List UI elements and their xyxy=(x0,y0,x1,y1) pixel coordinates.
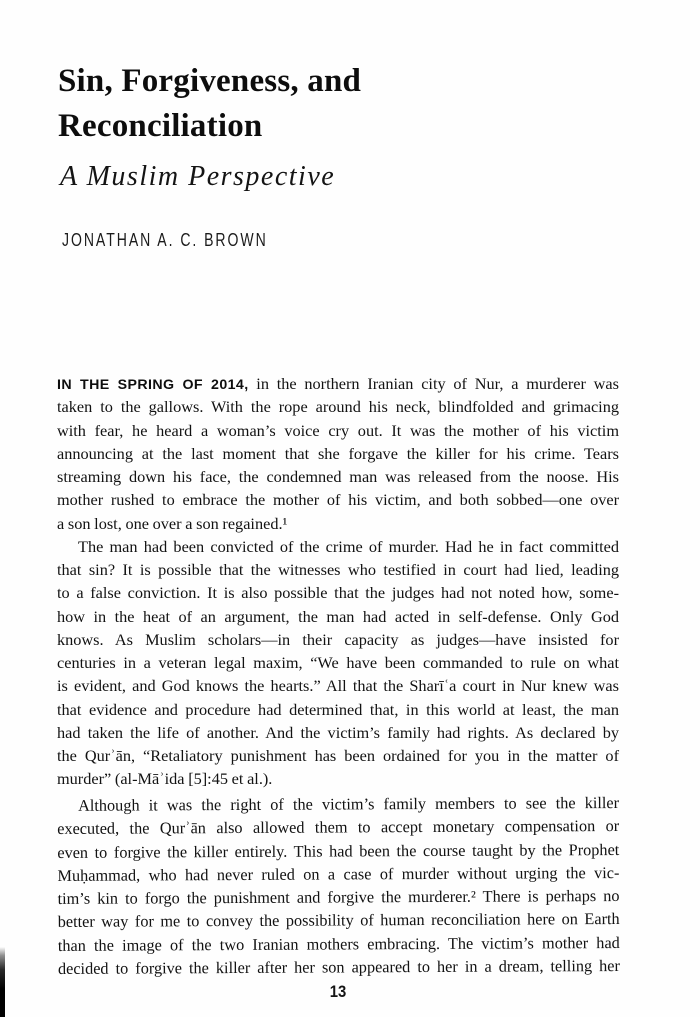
text-line: to a false conviction. It is also possible that the judges had not noted how, some- xyxy=(57,583,619,603)
author-name: JONATHAN A. C. BROWN xyxy=(62,230,268,250)
text-line: had taken the life of another. And the victim’s family had rights. As declared by xyxy=(57,722,619,742)
text-line: is evident, and God knows the hearts.” All that the Sharīʿa court in Nur knew was xyxy=(57,676,619,696)
text-line: the Qurʾān, “Retaliatory punishment has been ordained for you in the matter of xyxy=(57,746,619,765)
page-title-line-2: Reconciliation xyxy=(58,108,263,144)
text-line: even to forgive the killer entirely. This had been the course taught by the Prophet xyxy=(57,838,620,861)
body-text xyxy=(57,372,619,977)
page-title xyxy=(58,59,361,149)
paragraph xyxy=(57,372,619,535)
text-line: a son lost, one over a son regained.¹ xyxy=(57,513,288,533)
text-line: tim’s kin to forgo the punishment and forgive the murderer.² There is perhaps no xyxy=(57,885,620,908)
text-line: announcing at the last moment that she forgave the killer for his crime. Tears xyxy=(57,443,619,463)
text-line: centuries in a veteran legal maxim, “We have been commanded to rule on what xyxy=(57,653,619,672)
text-line: that sin? It is possible that the witnesses who testified in court had lied, leading xyxy=(57,560,619,579)
page-title-line-1: Sin, Forgiveness, and xyxy=(58,63,362,99)
text-line: The man had been convicted of the crime of murder. Had he in fact committed xyxy=(78,536,619,556)
scan-binding-artifact xyxy=(0,947,5,1017)
page-number: 13 xyxy=(329,983,347,1001)
paragraph xyxy=(57,535,619,791)
text-line: Muḥammad, who had never ruled on a case of murder without urging the vic- xyxy=(57,862,620,885)
text-line: mother rushed to embrace the mother of his victim, and both sobbed—one over xyxy=(57,490,619,510)
text-line: streaming down his face, the condemned man was released from the noose. His xyxy=(57,467,619,486)
text-line: that evidence and procedure had determined that, in this world at least, the man xyxy=(57,699,619,719)
text-line: than the image of the two Iranian mothers embracing. The victim’s mother had xyxy=(57,931,620,954)
text-line: better way for me to convey the possibility of human reconciliation here on Earth xyxy=(57,908,620,931)
paragraph xyxy=(57,791,620,980)
lead-in: IN THE SPRING OF 2014, xyxy=(57,377,249,393)
text-line: taken to the gallows. With the rope around his neck, blindfolded and grimacing xyxy=(57,397,619,417)
text-line: murder” (al-Māʾida [5]:45 et al.). xyxy=(57,769,273,789)
text-line: Although it was the right of the victim’s family members to see the killer xyxy=(78,792,620,815)
text-line: decided to forgive the killer after her son appeared to her in a dream, telling her xyxy=(57,955,620,978)
text-line: executed, the Qurʾān also allowed them to accept monetary compensation or xyxy=(57,815,620,838)
text-line: knows. As Muslim scholars—in their capacity as judges—have insisted for xyxy=(57,629,619,649)
text-line: with fear, he heard a woman’s voice cry out. It was the mother of his victim xyxy=(57,420,619,440)
text-line: IN THE SPRING OF 2014, in the northern Iranian city of Nur, a murderer was xyxy=(57,374,619,393)
chapter-subtitle: A Muslim Perspective xyxy=(60,161,336,192)
text-line: how in the heat of an argument, the man had acted in self-defense. Only God xyxy=(57,606,619,626)
